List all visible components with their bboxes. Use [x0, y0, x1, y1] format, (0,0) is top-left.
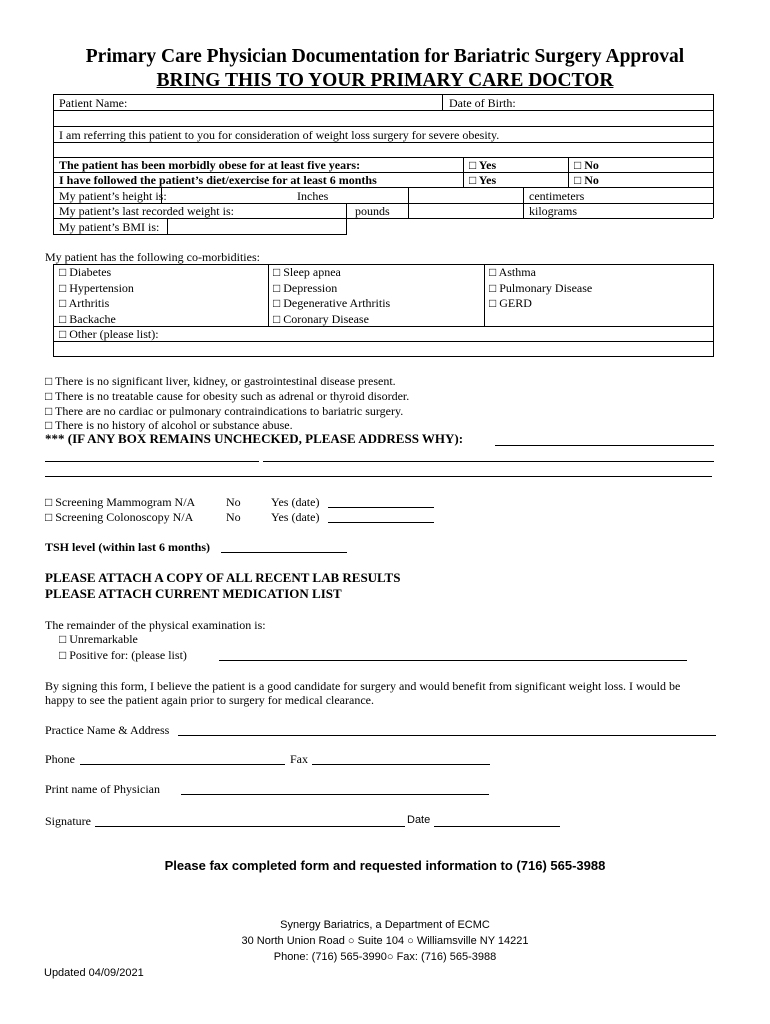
signature-label: Signature: [45, 814, 91, 828]
kilograms-label: kilograms: [529, 204, 577, 218]
spacer-row: [53, 110, 714, 127]
tsh-label: TSH level (within last 6 months): [45, 540, 211, 554]
exam-positive[interactable]: □ Positive for: (please list): [59, 648, 187, 662]
phone-label: Phone: [45, 752, 75, 766]
fax-instruction: Please fax completed form and requested information to (716) 565-3988: [164, 858, 606, 873]
screening-mammogram[interactable]: □ Screening Mammogram N/A: [45, 495, 196, 509]
unchecked-line-3[interactable]: [45, 476, 712, 477]
exam-positive-line[interactable]: [219, 660, 687, 661]
colonoscopy-no[interactable]: No: [226, 510, 241, 524]
mammogram-date-line[interactable]: [328, 507, 434, 508]
footer-phones: Phone: (716) 565-3990○ Fax: (716) 565-3988: [273, 951, 497, 963]
weight-label: My patient’s last recorded weight is:: [59, 204, 234, 218]
unchecked-line-2b[interactable]: [263, 461, 714, 462]
referral-row: [53, 126, 714, 143]
exam-intro: The remainder of the physical examination is:: [45, 618, 266, 632]
date-line[interactable]: [434, 826, 560, 827]
check-cardiac[interactable]: □ There are no cardiac or pulmonary contraindications to bariatric surgery.: [45, 404, 404, 418]
print-name-label: Print name of Physician: [45, 782, 160, 796]
comorbidity-diabetes[interactable]: □ Diabetes: [59, 265, 112, 279]
centimeters-label: centimeters: [529, 189, 585, 203]
attach-medications: PLEASE ATTACH CURRENT MEDICATION LIST: [45, 586, 342, 601]
date-label: Date: [407, 814, 431, 826]
pounds-label: pounds: [355, 204, 390, 218]
obese-question: The patient has been morbidly obese for at least five years:: [59, 158, 361, 172]
form-subtitle: BRING THIS TO YOUR PRIMARY CARE DOCTOR: [156, 70, 614, 91]
fax-line[interactable]: [312, 764, 490, 765]
comorbidity-hypertension[interactable]: □ Hypertension: [59, 281, 134, 295]
unchecked-line-1[interactable]: [495, 445, 714, 446]
practice-line[interactable]: [178, 735, 716, 736]
patient-name-label: Patient Name:: [59, 96, 128, 110]
comorbidity-arthritis[interactable]: □ Arthritis: [59, 296, 110, 310]
comorbidity-backache[interactable]: □ Backache: [59, 312, 116, 326]
check-alcohol[interactable]: □ There is no history of alcohol or substance abuse.: [45, 418, 293, 432]
comorbidity-gerd[interactable]: □ GERD: [489, 296, 532, 310]
print-name-line[interactable]: [181, 794, 489, 795]
practice-label: Practice Name & Address: [45, 723, 170, 737]
bmi-label: My patient’s BMI is:: [59, 220, 160, 234]
phone-line[interactable]: [80, 764, 285, 765]
colonoscopy-yes-date: Yes (date): [271, 510, 320, 524]
footer-org: Synergy Bariatrics, a Department of ECMC: [280, 919, 490, 931]
screening-colonoscopy[interactable]: □ Screening Colonoscopy N/A: [45, 510, 194, 524]
dob-label: Date of Birth:: [449, 96, 516, 110]
comorbidity-sleep-apnea[interactable]: □ Sleep apnea: [273, 265, 341, 279]
comorbidity-pulmonary-disease[interactable]: □ Pulmonary Disease: [489, 281, 593, 295]
obese-yes-checkbox[interactable]: □ Yes: [469, 158, 497, 172]
dob-field[interactable]: [442, 94, 714, 111]
spacer-row: [53, 142, 714, 158]
unchecked-line-2a[interactable]: [45, 461, 259, 462]
colonoscopy-date-line[interactable]: [328, 522, 434, 523]
height-label: My patient’s height is:: [59, 189, 167, 203]
signing-statement-2: happy to see the patient again prior to surgery for medical clearance.: [45, 693, 374, 707]
referral-text: I am referring this patient to you for consideration of weight loss surgery for severe obesity.: [59, 128, 500, 142]
footer-address: 30 North Union Road ○ Suite 104 ○ Williamsville NY 14221: [241, 935, 529, 947]
mammogram-no[interactable]: No: [226, 495, 241, 509]
comorbidity-coronary-disease[interactable]: □ Coronary Disease: [273, 312, 369, 326]
check-treatable-cause[interactable]: □ There is no treatable cause for obesity such as adrenal or thyroid disorder.: [45, 389, 410, 403]
diet-no-checkbox[interactable]: □ No: [574, 173, 599, 187]
form-title: Primary Care Physician Documentation for Bariatric Surgery Approval: [85, 46, 685, 67]
comorbidity-other[interactable]: □ Other (please list):: [59, 327, 159, 341]
attach-labs: PLEASE ATTACH A COPY OF ALL RECENT LAB RESULTS: [45, 570, 401, 585]
exam-unremarkable[interactable]: □ Unremarkable: [59, 632, 138, 646]
check-liver-kidney[interactable]: □ There is no significant liver, kidney, or gastrointestinal disease present.: [45, 374, 396, 388]
obese-no-checkbox[interactable]: □ No: [574, 158, 599, 172]
comorbidity-depression[interactable]: □ Depression: [273, 281, 338, 295]
diet-yes-checkbox[interactable]: □ Yes: [469, 173, 497, 187]
mammogram-yes-date: Yes (date): [271, 495, 320, 509]
signature-line[interactable]: [95, 826, 405, 827]
comorbidity-asthma[interactable]: □ Asthma: [489, 265, 536, 279]
diet-question: I have followed the patient’s diet/exercise for at least 6 months: [59, 173, 377, 187]
comorbidity-degenerative-arthritis[interactable]: □ Degenerative Arthritis: [273, 296, 391, 310]
tsh-line[interactable]: [221, 552, 347, 553]
inches-label: Inches: [297, 189, 329, 203]
patient-name-field[interactable]: [53, 94, 443, 111]
signing-statement-1: By signing this form, I believe the patient is a good candidate for surgery and would benefit from significant weight loss. I would be: [45, 679, 681, 693]
fax-label: Fax: [290, 752, 308, 766]
unchecked-prompt: *** (IF ANY BOX REMAINS UNCHECKED, PLEASE ADDRESS WHY):: [45, 431, 464, 446]
comorbidities-intro: My patient has the following co-morbidities:: [45, 250, 260, 264]
updated-date: Updated 04/09/2021: [44, 967, 144, 979]
